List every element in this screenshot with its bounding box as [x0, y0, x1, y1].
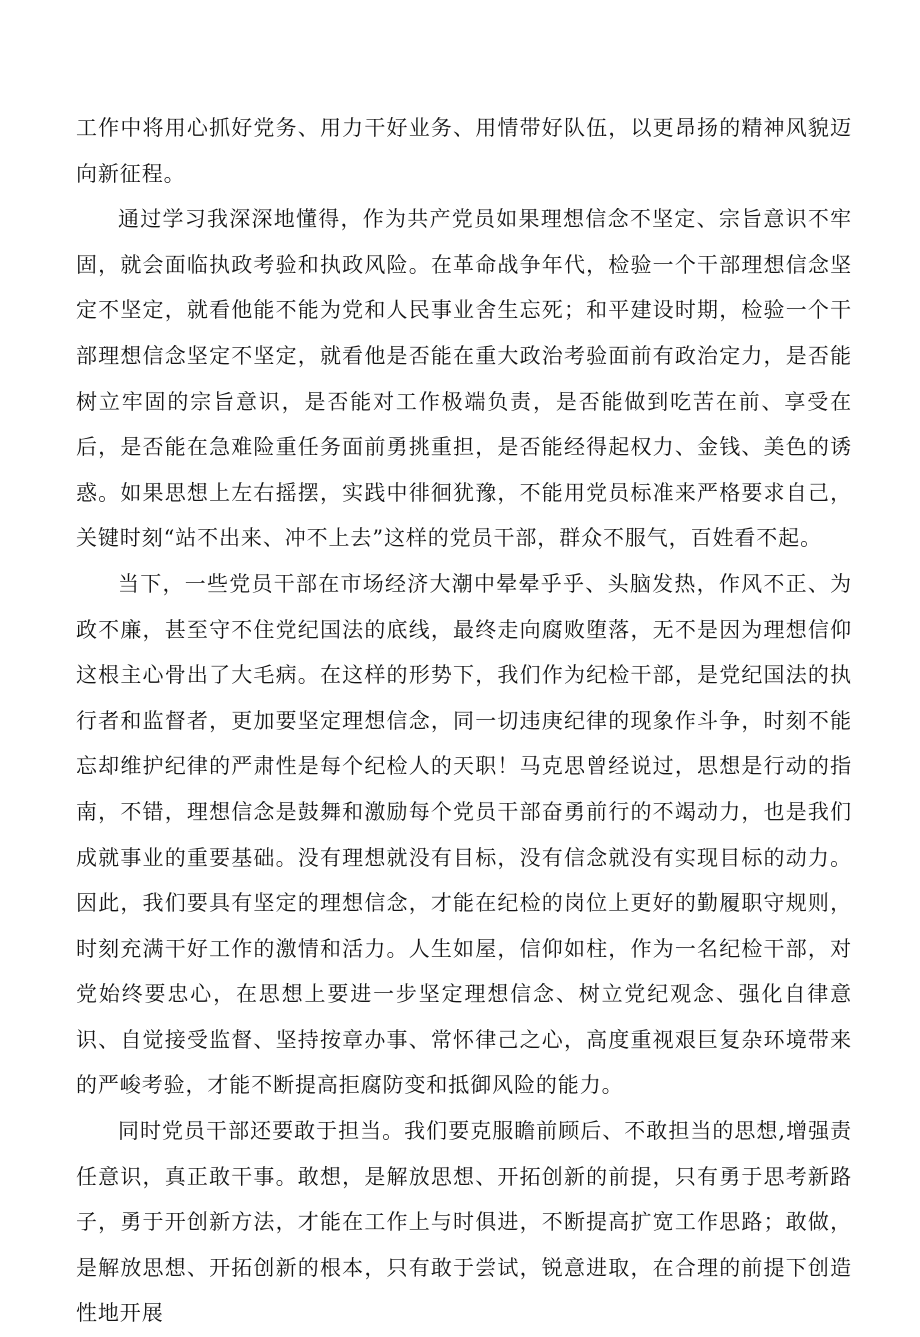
paragraph-take-responsibility: 同时党员干部还要敢于担当。我们要克服瞻前顾后、不敢担当的思想,增强责任意识，真正敢干事。敢想，是解放思想、开拓创新的前提，只有勇于思考新路子，勇于开创新方法，才能在工作上与时俱进，不断提高扩宽工作思路；敢做，是解放思想、开拓创新的根本，只有敢于尝试，锐意进取，在合理的前提下创造性地开展	[76, 1119, 852, 1326]
paragraph-continued: 工作中将用心抓好党务、用力干好业务、用情带好队伍，以更昂扬的精神风貌迈向新征程。	[76, 116, 852, 186]
paragraph-discipline-inspection: 当下，一些党员干部在市场经济大潮中晕晕乎乎、头脑发热，作风不正、为政不廉，甚至守不住党纪国法的底线，最终走向腐败堕落，无不是因为理想信仰这根主心骨出了大毛病。在这样的形势下，我们作为纪检干部，是党纪国法的执行者和监督者，更加要坚定理想信念，同一切违庚纪律的现象作斗争，时刻不能忘却维护纪律的严肃性是每个纪检人的天职！马克思曾经说过，思想是行动的指南，不错，理想信念是鼓舞和激励每个党员干部奋勇前行的不竭动力，也是我们成就事业的重要基础。没有理想就没有目标，没有信念就没有实现目标的动力。因此，我们要具有坚定的理想信念，才能在纪检的岗位上更好的勤履职守规则，时刻充满干好工作的激情和活力。人生如屋，信仰如柱，作为一名纪检干部，对党始终要忠心，在思想上要进一步坚定理想信念、树立党纪观念、强化自律意识、自觉接受监督、坚持按章办事、常怀律己之心，高度重视艰巨复杂环境带来的严峻考验，才能不断提高拒腐防变和抵御风险的能力。	[76, 571, 852, 1098]
paragraph-ideals-and-beliefs: 通过学习我深深地懂得，作为共产党员如果理想信念不坚定、宗旨意识不牢固，就会面临执政考验和执政风险。在革命战争年代，检验一个干部理想信念坚定不坚定，就看他能不能为党和人民事业舍生忘死；和平建设时期，检验一个干部理想信念坚定不坚定，就看他是否能在重大政治考验面前有政治定力，是否能树立牢固的宗旨意识，是否能对工作极端负责，是否能做到吃苦在前、享受在后，是否能在急难险重任务面前勇挑重担，是否能经得起权力、金钱、美色的诱惑。如果思想上左右摇摆，实践中徘徊犹豫，不能用党员标准来严格要求自己，关键时刻“站不出来、冲不上去”这样的党员干部，群众不服气，百姓看不起。	[76, 207, 852, 551]
document-page	[76, 106, 852, 1337]
